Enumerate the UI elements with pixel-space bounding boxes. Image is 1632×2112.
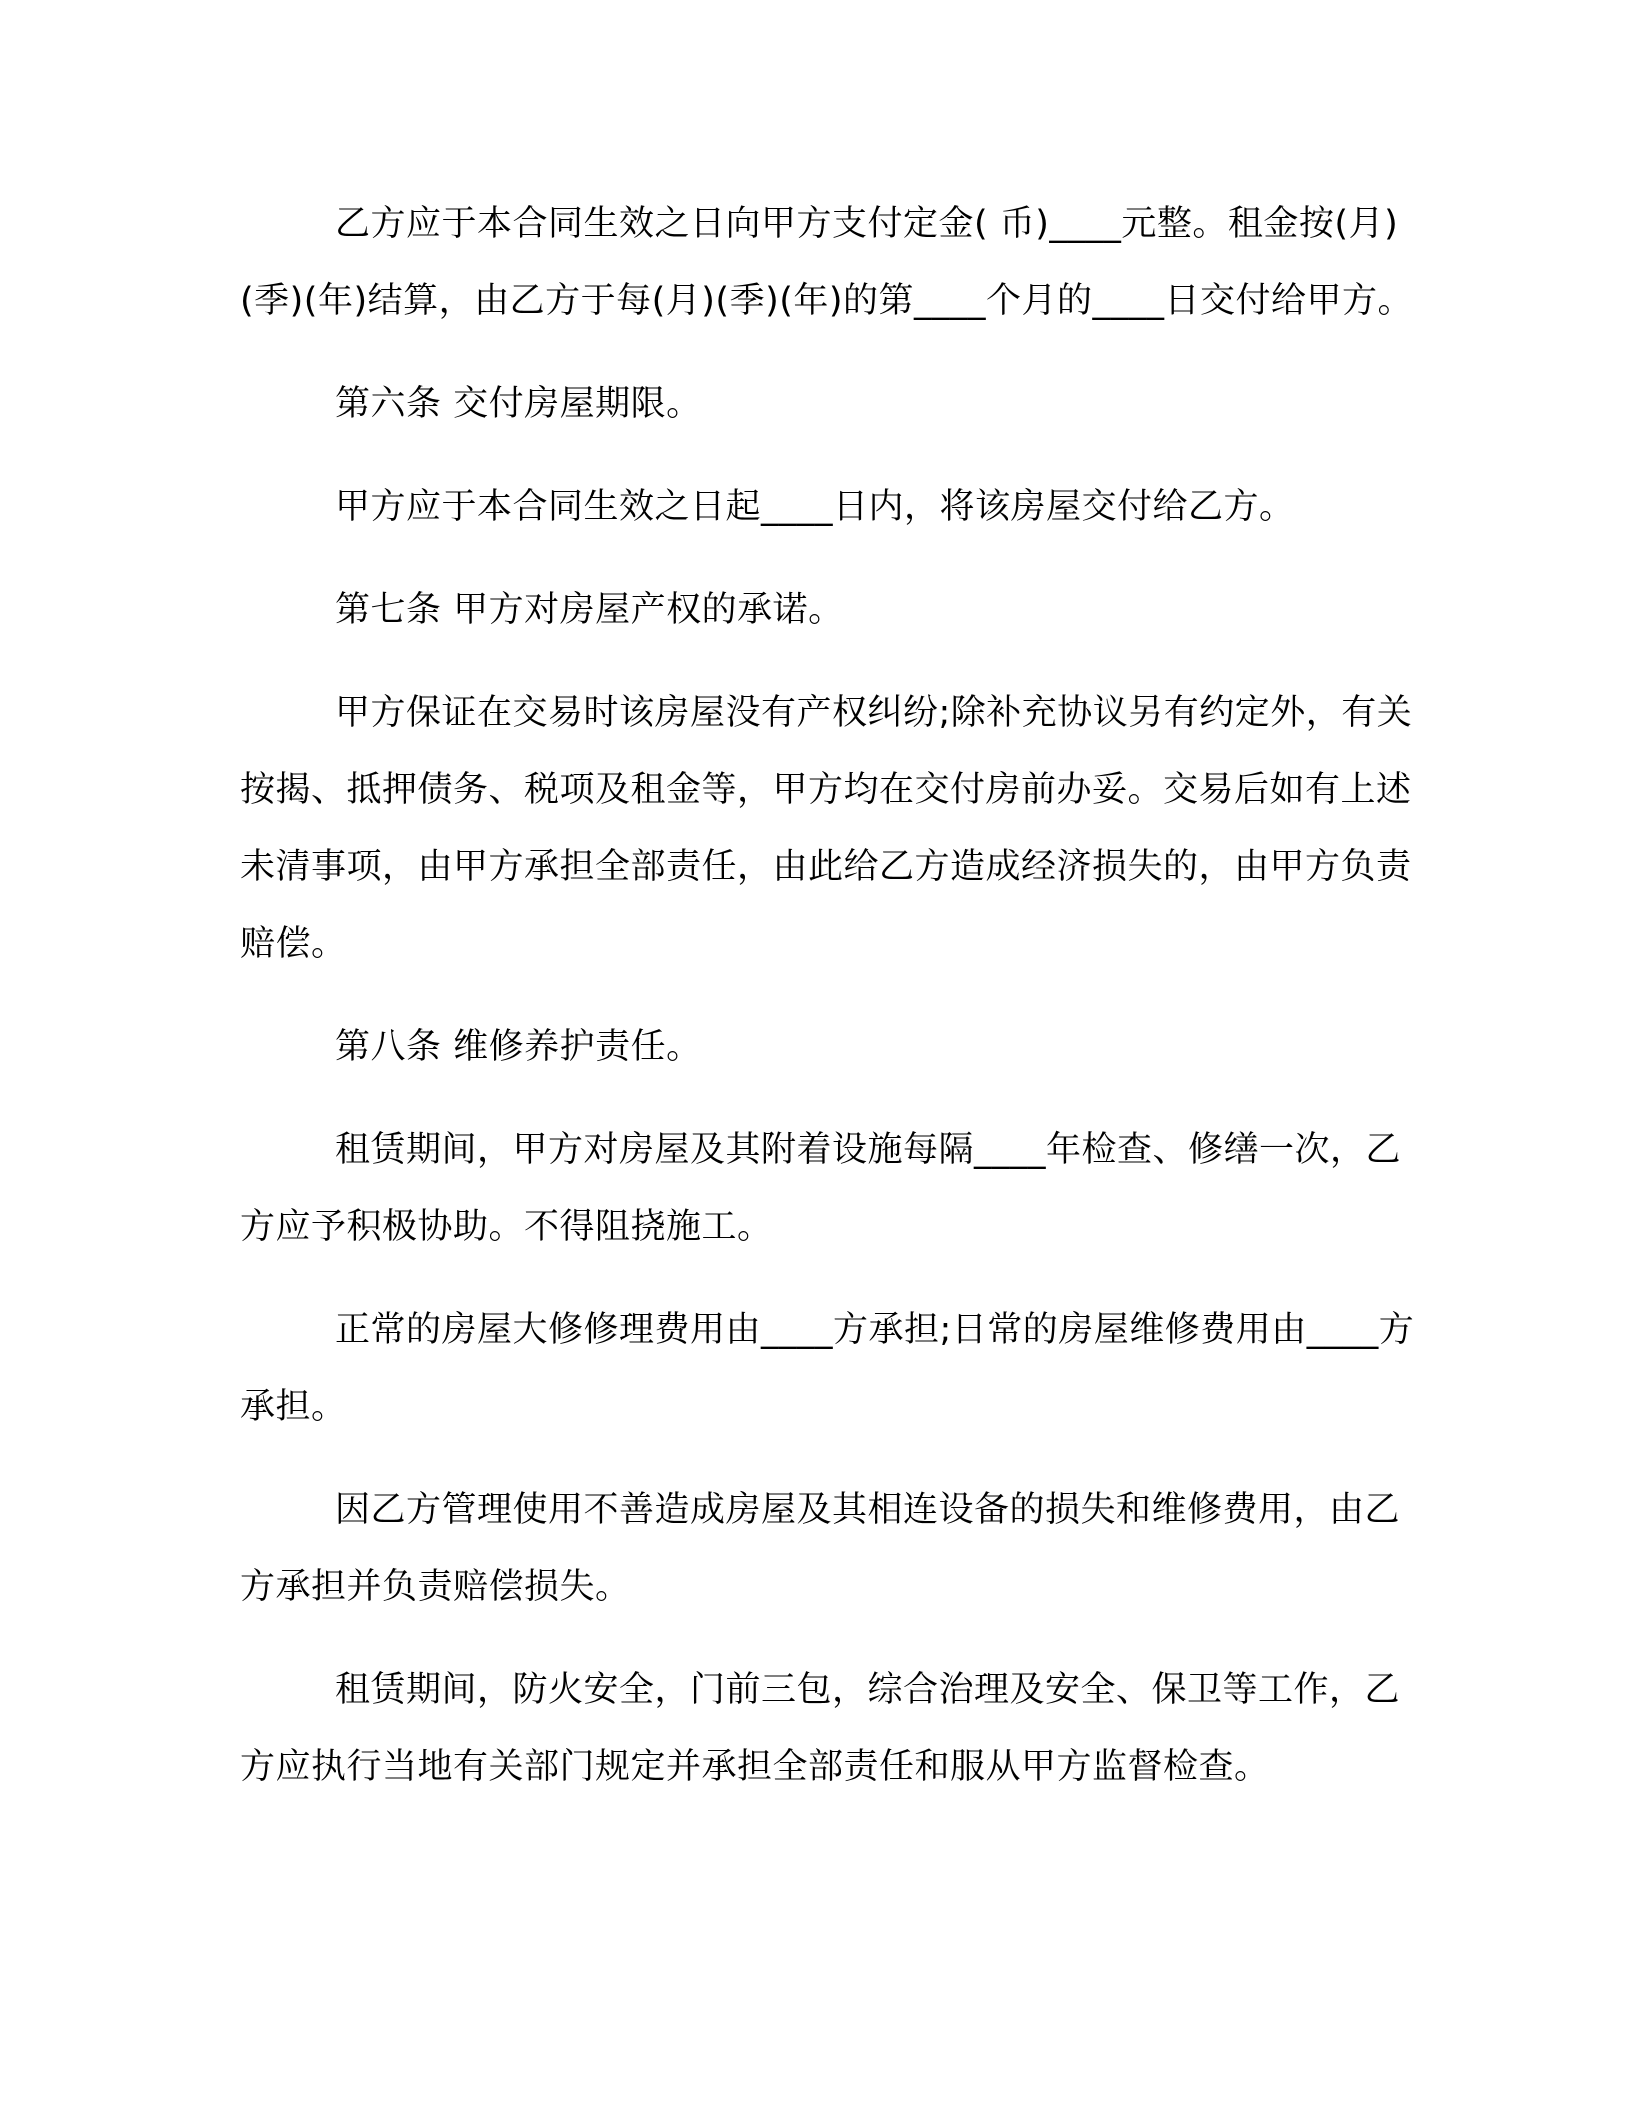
paragraph-property-rights: 甲方保证在交易时该房屋没有产权纠纷;除补充协议另有约定外，有关按揭、抵押债务、税项及租金等，甲方均在交付房前办妥。交易后如有上述未清事项，由甲方承担全部责任，由此给乙方造成经济损失的，由甲方负责赔偿。	[240, 693, 1413, 964]
article-6-heading: 第六条 交付房屋期限。	[335, 384, 702, 424]
document-body	[240, 186, 1415, 1806]
paragraph-damage-liability: 因乙方管理使用不善造成房屋及其相连设备的损失和维修费用，由乙方承担并负责赔偿损失。	[240, 1490, 1401, 1607]
paragraph-inspection: 租赁期间，甲方对房屋及其附着设施每隔____年检查、修缮一次，乙方应予积极协助。不得阻挠施工。	[240, 1130, 1402, 1247]
paragraph-deposit-rent: 乙方应于本合同生效之日向甲方支付定金( 币)____元整。租金按(月)(季)(年)结算，由乙方于每(月)(季)(年)的第____个月的____日交付给甲方。	[240, 204, 1414, 321]
paragraph-safety-duties: 租赁期间，防火安全，门前三包，综合治理及安全、保卫等工作，乙方应执行当地有关部门规定并承担全部责任和服从甲方监督检查。	[240, 1670, 1401, 1787]
paragraph-delivery-period: 甲方应于本合同生效之日起____日内，将该房屋交付给乙方。	[335, 487, 1295, 527]
article-8-heading: 第八条 维修养护责任。	[335, 1027, 702, 1067]
paragraph-repair-costs: 正常的房屋大修修理费用由____方承担;日常的房屋维修费用由____方承担。	[240, 1310, 1415, 1427]
article-7-heading: 第七条 甲方对房屋产权的承诺。	[335, 590, 844, 630]
